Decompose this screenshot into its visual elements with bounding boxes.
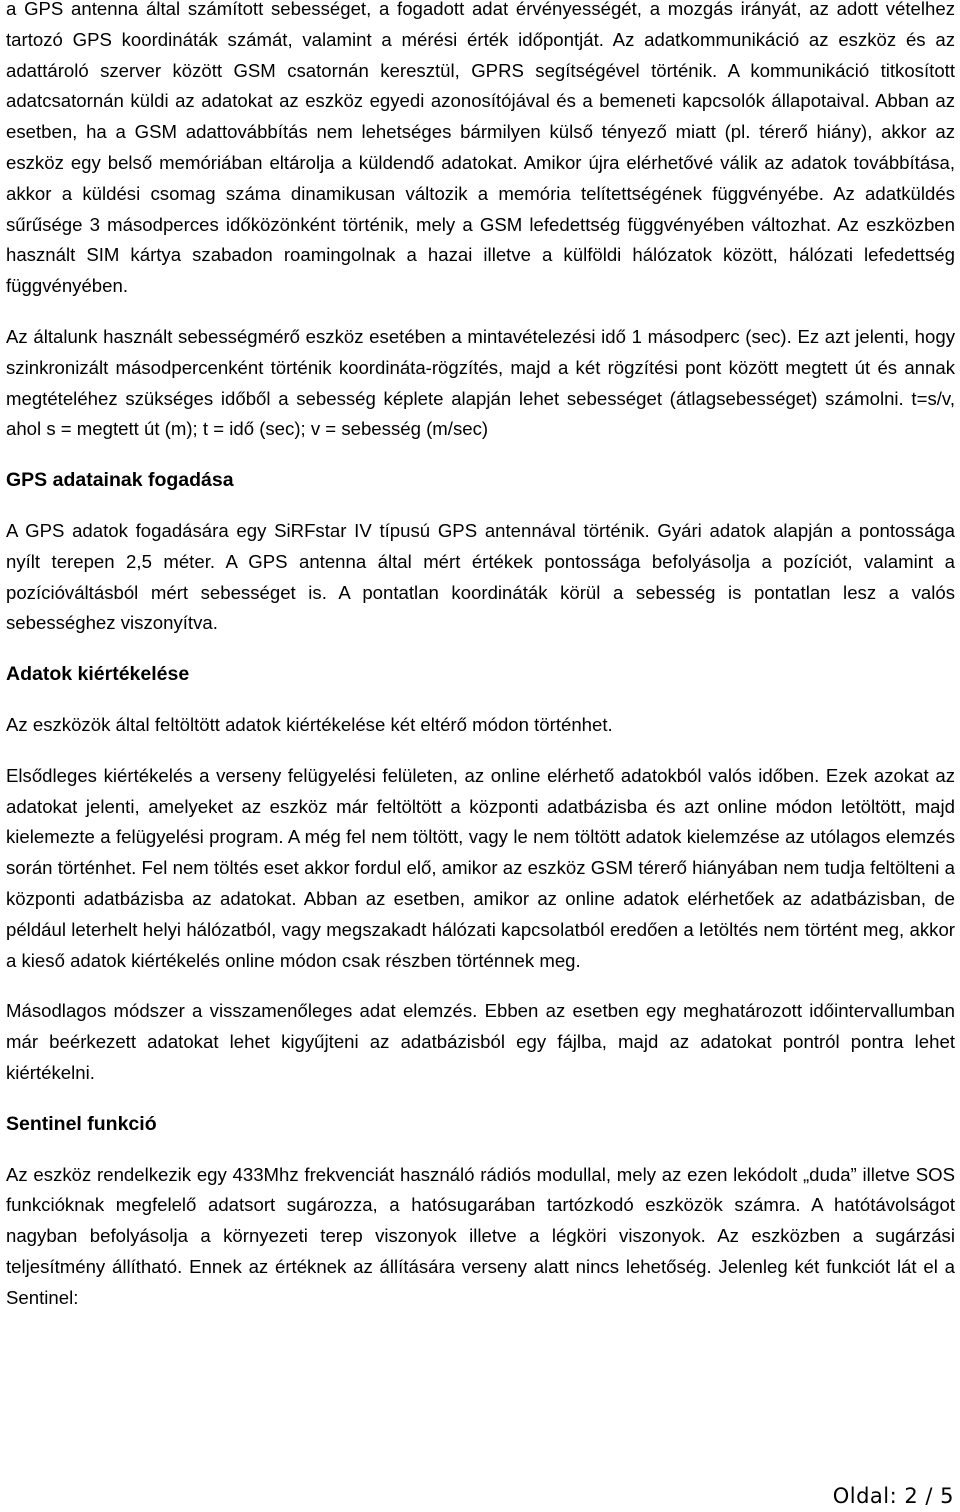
- paragraph-evaluation-methods: Az eszközök által feltöltött adatok kiértékelése két eltérő módon történhet.: [6, 713, 613, 735]
- paragraph-secondary-method: Másodlagos módszer a visszamenőleges adat elemzés. Ebben az esetben egy meghatározott időintervallumban már beérkezett adatokat lehet kigyűjteni az adatbázisból egy fájlba, majd az adatokat pontról pontra lehet kiértékelni.: [6, 1000, 955, 1083]
- heading-sentinel-function: Sentinel funkció: [6, 1112, 157, 1135]
- paragraph-primary-evaluation: Elsődleges kiértékelés a verseny felügyelési felületen, az online elérhető adatokból valós időben. Ezek azokat az adatokat jelenti, amelyeket az eszköz már feltöltött a központi adatbázisba és azt online módon letöltött, majd kielemezte a felügyelési program. A még fel nem töltött, vagy le nem töltött adatok kielemzése az utólagos elemzés során történhet. Fel nem töltés eset akkor fordul elő, amikor az eszköz GSM térerő hiányában nem tudja feltölteni a központi adatbázisba az adatokat. Abban az esetben, amikor az online adatok elérhetőek az adatbázisban, de például leterhelt helyi hálózatból, vagy megszakadt hálózati kapcsolatból eredően a letöltés nem történt meg, akkor a kieső adatok kiértékelés online módon csak részben történnek meg.: [6, 764, 955, 971]
- heading-data-evaluation: Adatok kiértékelése: [6, 663, 190, 686]
- paragraph-sentinel-description: Az eszköz rendelkezik egy 433Mhz frekvenciát használó rádiós modullal, mely az ezen lekódolt „duda” illetve SOS funkcióknak megfelelő adatsort sugározza, a hatósugarában tartózkodó eszközök számra. A hatótávolságot nagyban befolyásolja a környezeti terep viszonyok illetve a légköri viszonyok. Az eszközben a sugárzási teljesítmény állítható. Ennek az értéknek az állítására verseny alatt nincs lehetőség. Jelenleg két funkciót lát el a Sentinel:: [6, 1163, 955, 1308]
- document-body: [6, 0, 955, 1333]
- heading-gps-data-reception: GPS adatainak fogadása: [6, 469, 234, 492]
- paragraph-sampling-time: Az általunk használt sebességmérő eszköz esetében a mintavételezési idő 1 másodperc (sec). Ez azt jelenti, hogy szinkronizált másodpercenként történik koordináta-rögzítés, majd a két rögzítési pont között megtett út és annak megtételéhez szükséges időből a sebesség képlete alapján lehet sebességet (átlagsebességet) számolni. t=s/v, ahol s = megtett út (m); t = idő (sec); v = sebesség (m/sec): [6, 325, 955, 440]
- page-number: Oldal: 2 / 5: [832, 1484, 954, 1508]
- paragraph-gps-data-transmission: a GPS antenna által számított sebességet, a fogadott adat érvényességét, a mozgás irányát, az adott vételhez tartozó GPS koordináták számát, valamint a mérési érték időpontját. Az adatkommunikáció az eszköz és az adattároló szerver között GSM csatornán keresztül, GPRS segítségével történik. A kommunikáció titkosított adatcsatornán küldi az adatokat az eszköz egyedi azonosítójával és a bemeneti kapcsolók állapotaival. Abban az esetben, ha a GSM adattovábbítás nem lehetséges bármilyen külső tényező miatt (pl. térerő hiány), akkor az eszköz egy belső memóriában eltárolja a küldendő adatokat. Amikor újra elérhetővé válik az adatok továbbítása, akkor a küldési csomag száma dinamikusan változik a memória telítettségének függvényébe. Az adatküldés sűrűsége 3 másodperces időközönként történik, mely a GSM lefedettség függvényében változhat. Az eszközben használt SIM kártya szabadon roamingolnak a hazai illetve a külföldi hálózatok között, hálózati lefedettség függvényében.: [6, 0, 955, 297]
- paragraph-gps-antenna-accuracy: A GPS adatok fogadására egy SiRFstar IV típusú GPS antennával történik. Gyári adatok alapján a pontossága nyílt terepen 2,5 méter. A GPS antenna által mért értékek pontossága befolyásolja a pozíciót, valamint a pozícióváltásból mért sebességet is. A pontatlan koordináták körül a sebesség is pontatlan lesz a valós sebességhez viszonyítva.: [6, 519, 955, 634]
